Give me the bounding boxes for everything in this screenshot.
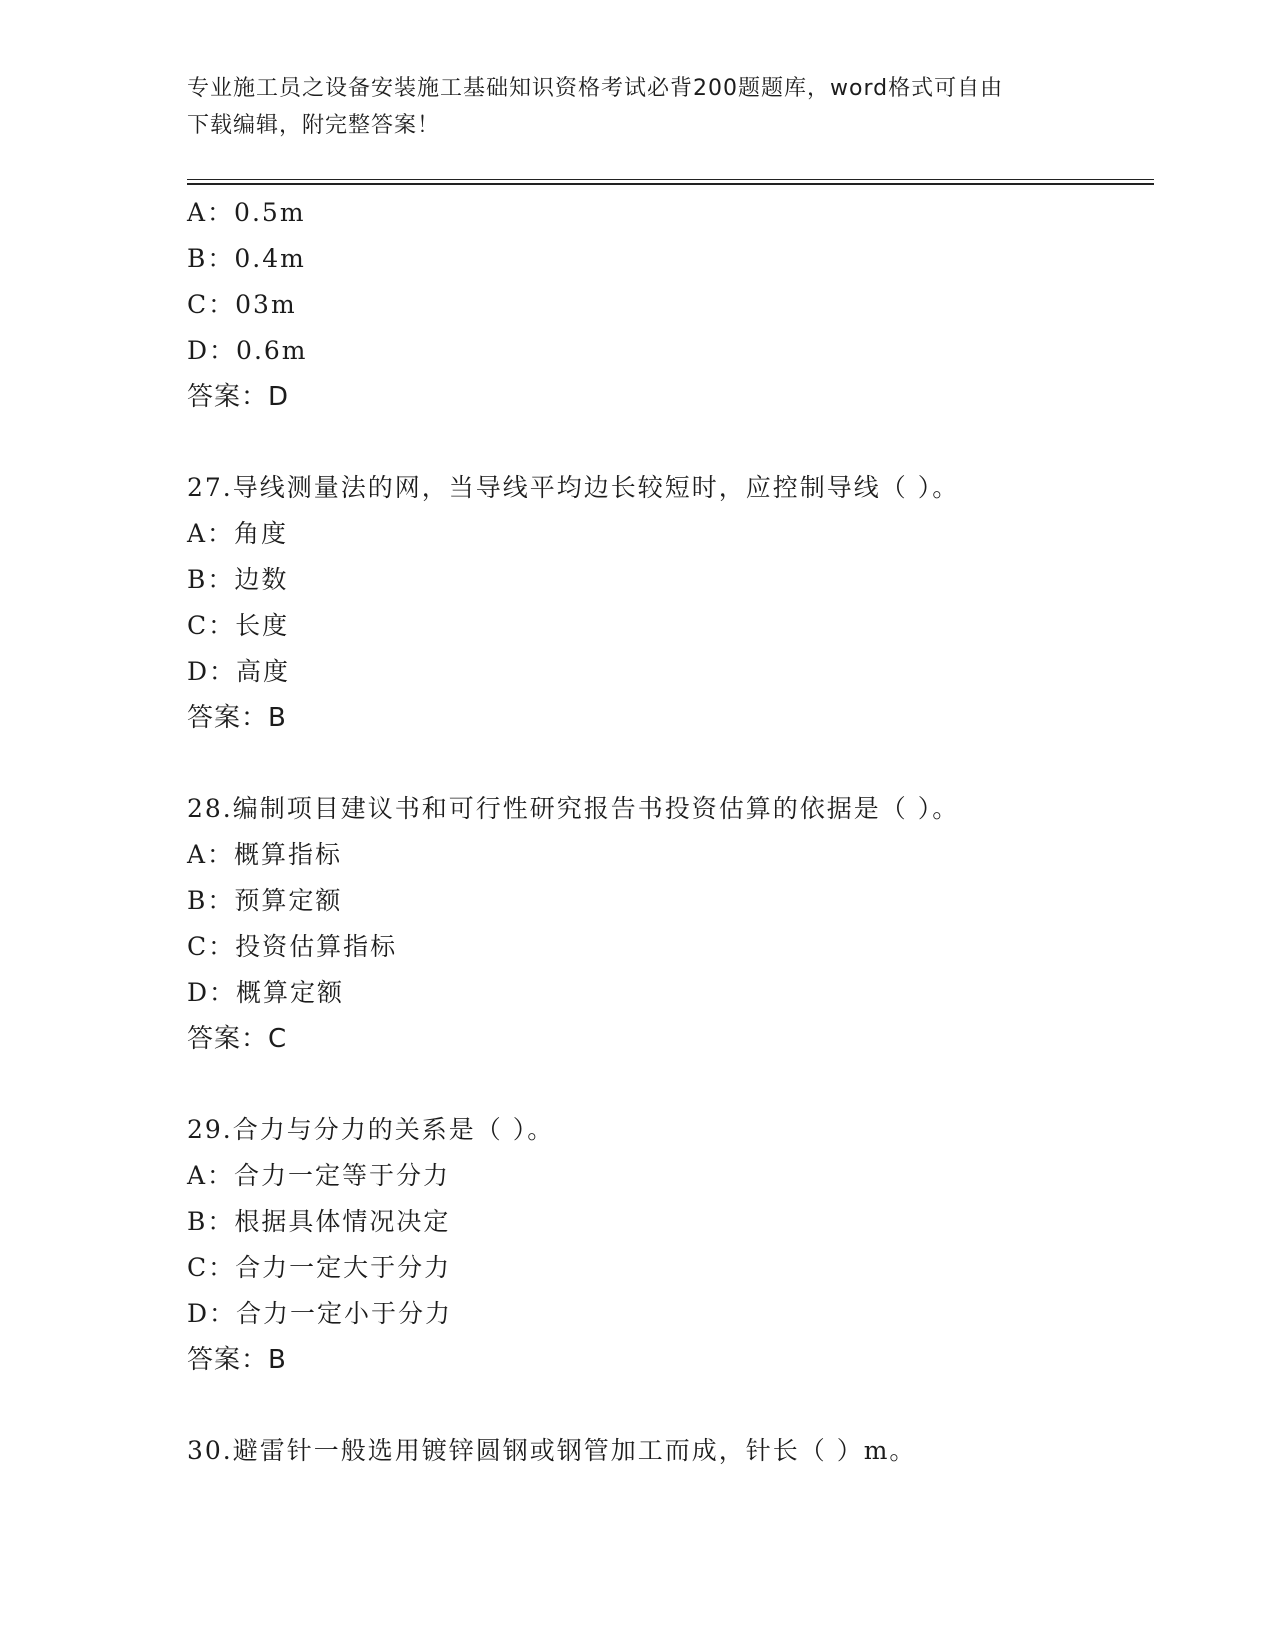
option-c: C：长度 (187, 611, 290, 640)
option-d: D：高度 (187, 657, 291, 686)
header-rule-top (187, 179, 1154, 180)
answer-line: 答案：C (187, 1024, 288, 1054)
header-rule-bottom (187, 183, 1154, 185)
option-b: B：0.4m (187, 244, 306, 273)
option-d: D：概算定额 (187, 978, 345, 1007)
option-a: A：合力一定等于分力 (187, 1161, 451, 1190)
question-30 (187, 1428, 1147, 1474)
document-header (187, 70, 1087, 144)
question-26-partial (187, 190, 1147, 420)
question-27 (187, 465, 1147, 741)
option-b: B：根据具体情况决定 (187, 1207, 451, 1236)
option-d: D：0.6m (187, 336, 308, 365)
option-c: C：合力一定大于分力 (187, 1253, 452, 1282)
answer-line: 答案：B (187, 1345, 287, 1375)
question-text: 28.编制项目建议书和可行性研究报告书投资估算的依据是（ ）。 (187, 794, 960, 823)
option-c: C：03m (187, 290, 297, 319)
answer-line: 答案：B (187, 703, 287, 733)
header-line-2: 下载编辑，附完整答案！ (187, 113, 441, 138)
question-text: 30.避雷针一般选用镀锌圆钢或钢管加工而成，针长（ ）m。 (187, 1436, 917, 1465)
option-a: A：0.5m (187, 198, 306, 227)
option-c: C：投资估算指标 (187, 932, 398, 961)
question-text: 29.合力与分力的关系是（ ）。 (187, 1115, 555, 1144)
question-list (187, 190, 1147, 1474)
question-28 (187, 786, 1147, 1062)
option-b: B：预算定额 (187, 886, 343, 915)
option-b: B：边数 (187, 565, 289, 594)
option-a: A：概算指标 (187, 840, 343, 869)
answer-line: 答案：D (187, 382, 290, 412)
question-text: 27.导线测量法的网，当导线平均边长较短时，应控制导线（ ）。 (187, 473, 960, 502)
option-a: A：角度 (187, 519, 289, 548)
option-d: D：合力一定小于分力 (187, 1299, 453, 1328)
header-line-1: 专业施工员之设备安装施工基础知识资格考试必背200题题库，word格式可自由 (187, 76, 1004, 101)
question-29 (187, 1107, 1147, 1383)
